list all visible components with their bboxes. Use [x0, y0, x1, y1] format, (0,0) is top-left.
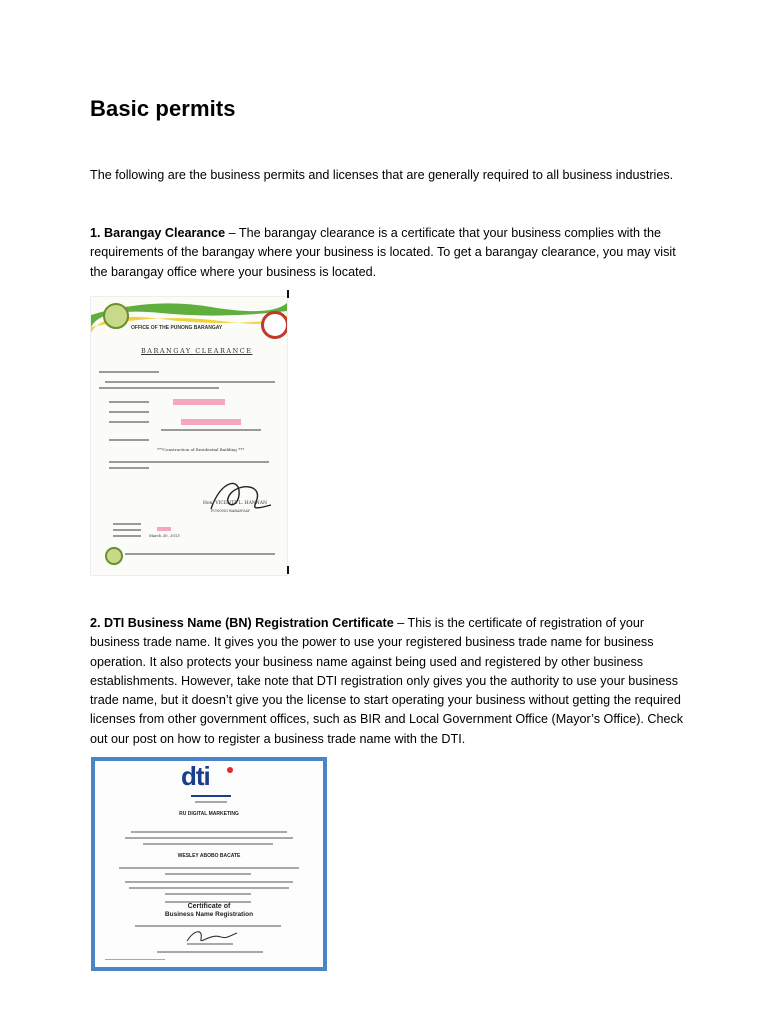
- intro-paragraph: The following are the business permits and licenses that are generally required to all business industries.: [90, 168, 674, 182]
- signatory-title: PUNONG BARANGAY: [211, 509, 250, 513]
- barangay-clearance-image: [90, 296, 288, 576]
- dti-certificate-image: [91, 757, 327, 971]
- barangay-clearance-heading: 1. Barangay Clearance: [90, 226, 226, 240]
- dti-logo: dti: [181, 767, 235, 789]
- barangay-seal-right: [261, 311, 288, 339]
- clearance-date: March 30, 2013: [149, 533, 180, 538]
- barangay-clearance-text: – The barangay clearance is a certificate that your business complies with the requirements of the barangay where your business is located. To get a barangay clearance, you may visit the barangay office where your business is located.: [90, 226, 676, 279]
- image-edge-mark: [287, 290, 289, 298]
- dti-certificate-paragraph: [90, 614, 690, 749]
- barangay-clearance-paragraph: [90, 224, 690, 282]
- signatory-name: Hon. VICENTE L. HANNAN: [203, 501, 267, 506]
- dti-certificate-heading: 2. DTI Business Name (BN) Registration Certificate: [90, 616, 394, 630]
- office-label: OFFICE OF THE PUNONG BARANGAY: [131, 325, 223, 331]
- barangay-seal-left: [103, 303, 129, 329]
- clearance-heading: BARANGAY CLEARANCE: [141, 347, 253, 355]
- page-title: Basic permits: [90, 96, 236, 121]
- certificate-title-line-2: Business Name Registration: [164, 911, 254, 918]
- redacted-highlight: [181, 419, 241, 425]
- business-name: RU DIGITAL MARKETING: [179, 811, 239, 817]
- image-edge-mark: [287, 566, 289, 574]
- redacted-highlight: [157, 527, 171, 531]
- dti-certificate-text: – This is the certificate of registration of your business trade name. It gives you the power to use your registered business trade name for business operation. It also protects your business name against being used and registered by other business establishments. However, take note that DTI registration only gives you the authority to use your business trade name, but it doesn’t give you the license to start operating your business without getting the required licenses from other government offices, such as BIR and Local Government Office (Mayor’s Office). Check out our post on how to register a business trade name with the DTI.: [90, 616, 684, 746]
- owner-name: WESLEY ABOBO BACATE: [177, 853, 241, 859]
- redacted-highlight: [173, 399, 225, 405]
- project-line: ***Construction of Residential Building ***: [157, 447, 245, 452]
- footer-seal: [105, 547, 123, 565]
- certificate-title-line-1: Certificate of: [187, 903, 231, 910]
